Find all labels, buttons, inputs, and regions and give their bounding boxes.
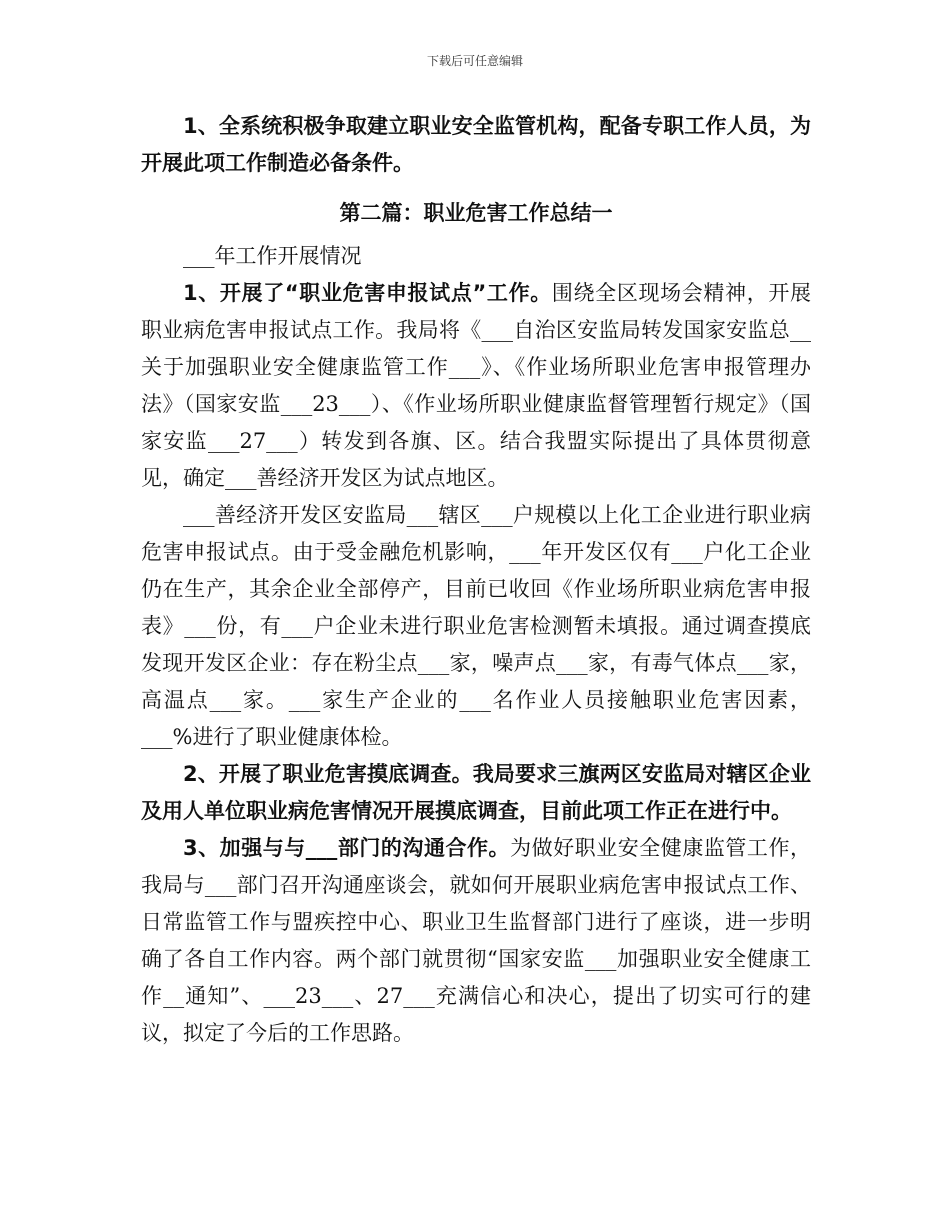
paragraph-item-3 bbox=[141, 830, 811, 1052]
paragraph-pilot-details: ___善经济开发区安监局___辖区___户规模以上化工企业进行职业病危害申报试点。由于受金融危机影响，___年开发区仅有___户化工企业仍在生产，其余企业全部停产，目前已收回《作业场所职业病危害申报表》___份，有___户企业未进行职业危害检测暂未填报。通过调查摸底发现开发区企业：存在粉尘点___家，噪声点___家，有毒气体点___家，高温点___家。___家生产企业的___名作业人员接触职业危害因素，___%进行了职业健康体检。 bbox=[141, 503, 811, 749]
document-body bbox=[141, 108, 811, 1052]
item-1-lead: 1、开展了“职业危害申报试点”工作。 bbox=[183, 281, 552, 305]
header-note: 下载后可任意编辑 bbox=[426, 54, 523, 68]
paragraph-1: 1、全系统积极争取建立职业安全监管机构，配备专职工作人员，为开展此项工作制造必备条件。 bbox=[141, 114, 811, 175]
item-1-text: 围绕全区现场会精神，开展职业病危害申报试点工作。我局将《___自治区安监局转发国家安监总__关于加强职业安全健康监管工作___》、《作业场所职业危害申报管理办法》（国家安监___23___）、《作业场所职业健康监督管理暂行规定》（国家安监___27___）转发到各旗、区。结合我盟实际提出了具体贯彻意见，确定___善经济开发区为试点地区。 bbox=[141, 281, 811, 490]
paragraph-item-2: 2、开展了职业危害摸底调查。我局要求三旗两区安监局对辖区企业及用人单位职业病危害情况开展摸底调查，目前此项工作正在进行中。 bbox=[141, 762, 811, 823]
section-title: 第二篇：职业危害工作总结一 bbox=[339, 201, 613, 225]
paragraph-item-1 bbox=[141, 275, 811, 497]
paragraph-year-status: ___年工作开展情况 bbox=[183, 244, 362, 268]
item-3-lead: 3、加强与与___部门的沟通合作。 bbox=[183, 836, 511, 860]
item-3-text: 为做好职业安全健康监管工作，我局与___部门召开沟通座谈会，就如何开展职业病危害申报试点工作、日常监管工作与盟疾控中心、职业卫生监督部门进行了座谈，进一步明确了各自工作内容。两个部门就贯彻“国家安监___加强职业安全健康工作__通知”、___23___、27___充满信心和决心，提出了切实可行的建议，拟定了今后的工作思路。 bbox=[141, 836, 811, 1045]
